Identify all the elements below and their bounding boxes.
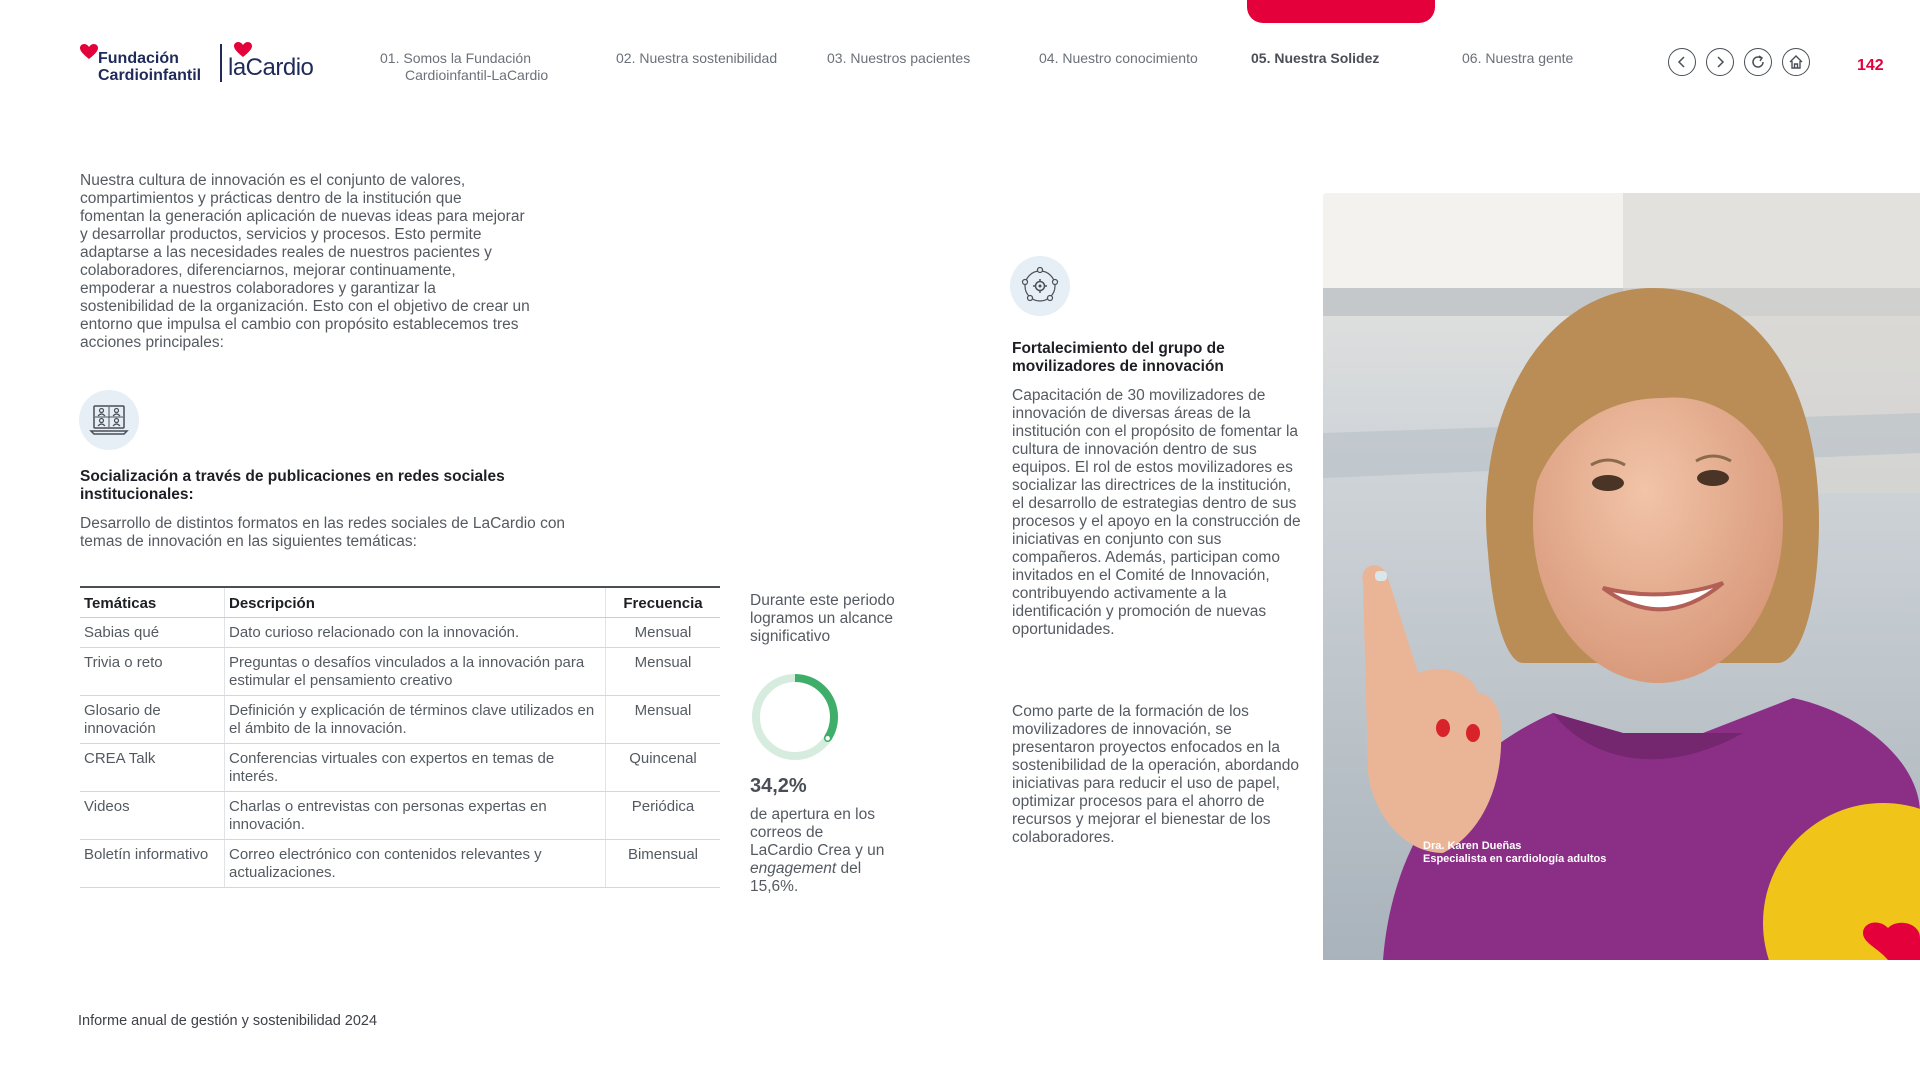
table-cell: Conferencias virtuales con expertos en temas de interés. <box>225 744 606 792</box>
stat-value: 34,2% <box>750 775 807 797</box>
table-cell: Dato curioso relacionado con la innovación. <box>225 618 606 648</box>
movilizadores-paragraph-2: Como parte de la formación de los movilizadores de innovación, se presentaron proyectos enfocados en la sostenibilidad de la operación, abordando iniciativas para reducir el uso de papel, optimizar procesos para el ahorro de recursos y mejorar el bienestar de los colaboradores. <box>1012 703 1299 846</box>
active-section-tab <box>1247 0 1435 23</box>
column-header: Temáticas <box>80 587 225 618</box>
column-header: Frecuencia <box>606 587 721 618</box>
page-number: 142 <box>1857 57 1884 74</box>
logo-divider <box>220 44 222 82</box>
next-page-button[interactable] <box>1706 48 1734 76</box>
logo-brand: laCardio <box>228 54 314 81</box>
table-cell: Trivia o reto <box>80 648 225 696</box>
chevron-left-icon <box>1676 56 1688 68</box>
stat-description: de apertura en los correos de LaCardio Crea y un engagement del 15,6%. <box>750 806 885 895</box>
movilizadores-title: Fortalecimiento del grupo de movilizadores de innovación <box>1012 340 1225 375</box>
table-cell: Preguntas o desafíos vinculados a la innovación para estimular el pensamiento creativo <box>225 648 606 696</box>
table-cell: Sabias qué <box>80 618 225 648</box>
table-cell: Videos <box>80 792 225 840</box>
refresh-button[interactable] <box>1744 48 1772 76</box>
table-header-row <box>80 587 720 618</box>
social-title: Socialización a través de publicaciones en redes sociales institucionales: <box>80 468 505 503</box>
logo-text: Fundación Cardioinfantil <box>98 50 202 84</box>
doctor-photo <box>1323 193 1920 960</box>
table-row <box>80 648 720 696</box>
nav-item-pacientes[interactable]: 03. Nuestros pacientes <box>827 50 971 66</box>
movilizadores-paragraph-1: Capacitación de 30 movilizadores de innovación de diversas áreas de la institución con el propósito de fomentar la cultura de innovación dentro de sus equipos. El rol de estos movilizadores es socializar las directrices de la institución, el desarrollo de estrategias dentro de sus procesos y el apoyo en la construcción de iniciativas en conjunto con sus compañeros. Además, participan como invitados en el Comité de Innovación, contribuyendo activamente a la identificación y promoción de nuevas oportunidades. <box>1012 387 1301 638</box>
table-cell: Mensual <box>606 648 721 696</box>
social-text: Desarrollo de distintos formatos en las redes sociales de LaCardio con temas de innovación en las siguientes temáticas: <box>80 515 566 550</box>
topics-table <box>80 586 720 888</box>
column-header: Descripción <box>225 587 606 618</box>
table-cell: Bimensual <box>606 840 721 888</box>
table-row <box>80 696 720 744</box>
table-cell: Mensual <box>606 696 721 744</box>
table-cell: Periódica <box>606 792 721 840</box>
stat-intro: Durante este periodo logramos un alcance significativo <box>750 592 895 645</box>
people-board-icon <box>79 390 139 450</box>
nav-item-gente[interactable]: 06. Nuestra gente <box>1462 50 1574 66</box>
caption-name: Dra. Karen Dueñas <box>1423 840 1522 852</box>
table-cell: Mensual <box>606 618 721 648</box>
home-button[interactable] <box>1782 48 1810 76</box>
table-row <box>80 618 720 648</box>
table-cell: CREA Talk <box>80 744 225 792</box>
table-row <box>80 840 720 888</box>
table-cell: Correo electrónico con contenidos relevantes y actualizaciones. <box>225 840 606 888</box>
refresh-icon <box>1750 54 1766 70</box>
footer-report-title: Informe anual de gestión y sostenibilidad 2024 <box>78 1013 378 1029</box>
table-row <box>80 744 720 792</box>
table-cell: Quincenal <box>606 744 721 792</box>
nav-item-sostenibilidad[interactable]: 02. Nuestra sostenibilidad <box>616 50 778 66</box>
table-cell: Boletín informativo <box>80 840 225 888</box>
nav-item-somos[interactable]: 01. Somos la Fundación Cardioinfantil-LaCardio <box>380 50 549 83</box>
home-icon <box>1788 54 1804 70</box>
logo[interactable] <box>78 42 328 84</box>
intro-paragraph: Nuestra cultura de innovación es el conjunto de valores, compartimientos y prácticas dentro de la institución que fomentan la generación aplicación de nuevas ideas para mejorar y desarrollar productos, servicios y procesos. Esto permite adaptarse a las necesidades reales de nuestros pacientes y colaboradores, diferenciarnos, mejorar continuamente, empoderar a nuestros colaboradores y garantizar la sostenibilidad de la organización. Esto con el objetivo de crear un entorno que impulsa el cambio con propósito establecemos tres acciones principales: <box>80 172 530 351</box>
photo-caption <box>1423 840 1606 866</box>
table-cell: Glosario de innovación <box>80 696 225 744</box>
nav-item-solidez[interactable]: 05. Nuestra Solidez <box>1251 50 1380 66</box>
caption-role: Especialista en cardiología adultos <box>1423 853 1607 865</box>
heart-icon <box>80 44 98 60</box>
nav-item-conocimiento[interactable]: 04. Nuestro conocimiento <box>1039 50 1198 66</box>
open-rate-donut <box>750 672 840 762</box>
chevron-right-icon <box>1714 56 1726 68</box>
donut-end-dot <box>825 735 831 741</box>
previous-page-button[interactable] <box>1668 48 1696 76</box>
network-gear-icon <box>1010 256 1070 316</box>
table-cell: Charlas o entrevistas con personas expertas en innovación. <box>225 792 606 840</box>
table-row <box>80 792 720 840</box>
table-cell: Definición y explicación de términos clave utilizados en el ámbito de la innovación. <box>225 696 606 744</box>
